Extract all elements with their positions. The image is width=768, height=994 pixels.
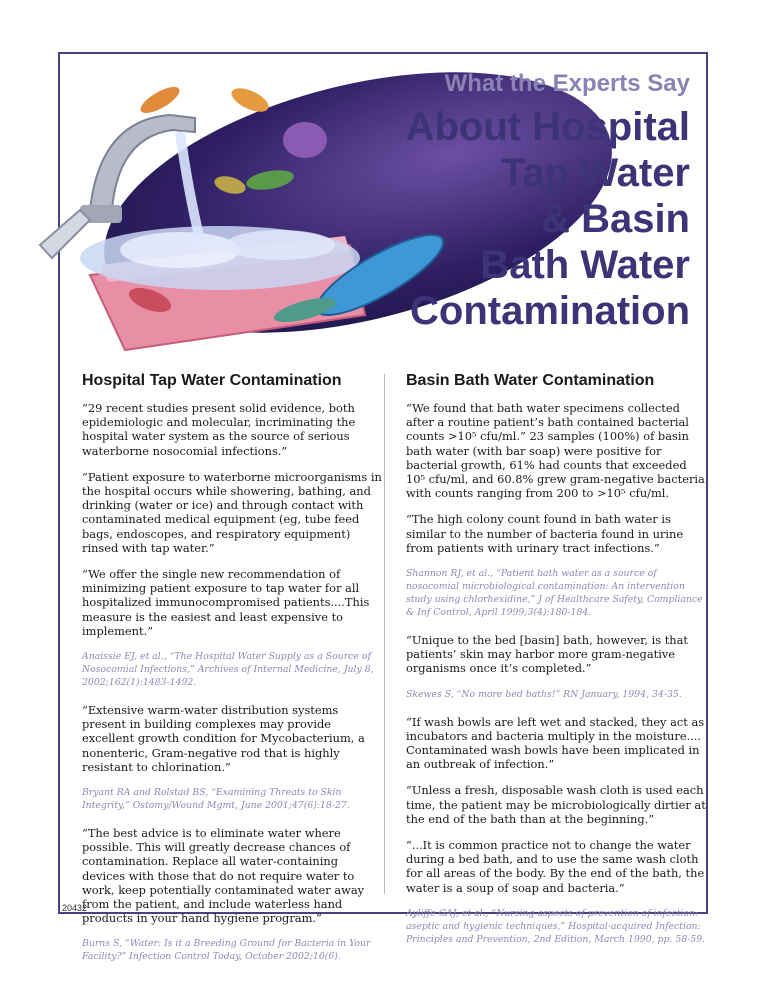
tap-water-quote: “Extensive warm-water distribution systems present in building complexes may provide excellent growth condition for Mycobacterium, a nonenteric, Gram-negative rod that is highly resistant to chlorination.” — [82, 703, 365, 774]
bath-water-quote: “We found that bath water specimens collected after a routine patient’s bath contained bacterial counts >10⁵ cfu/ml.” 23 samples (100%) of basin bath water (with bar soap) were positive for bacterial growth, 61% had counts that exceeded 10⁵ cfu/ml, and 60.8% grew gram-negative bacteria with counts ranging from 200 to >10⁵ cfu/ml. — [406, 401, 705, 501]
bath-water-heading: Basin Bath Water Contamination — [406, 372, 655, 389]
bath-water-quote: “Unique to the bed [basin] bath, however, is that patients’ skin may harbor more gram-negative organisms once it’s completed.” — [406, 633, 689, 676]
bath-water-column — [406, 372, 706, 960]
tap-water-citation: Anaissie EJ, et al., “The Hospital Water Supply as a Source of Nosocomial Infections,” Archives of Internal Medicine, July 8, 2002;162(1):1483-1492. — [82, 651, 374, 689]
title-line: & Basin — [541, 197, 690, 241]
header-kicker: What the Experts Say — [444, 70, 690, 97]
document-code: 20432 — [62, 903, 88, 913]
title-line: Tap Water — [501, 151, 690, 195]
bath-water-quote: “If wash bowls are left wet and stacked, they act as incubators and bacteria multiply in the moisture.... Contaminated wash bowls have been implicated in an outbreak of infection.” — [406, 714, 705, 772]
tap-water-citation: Bryant RA and Rolstad BS, “Examining Threats to Skin Integrity,” Ostomy/Wound Mgmt, June 2001;47(6):18-27. — [82, 787, 350, 812]
title-line: Bath Water — [480, 243, 690, 287]
tap-water-quote: “29 recent studies present solid evidence, both epidemiologic and molecular, incriminating the hospital water system as the source of serious waterborne nosocomial infections.” — [82, 401, 356, 458]
bath-water-citation: Skewes S, “No more bed baths!” RN January, 1994, 34-35. — [406, 688, 682, 700]
tap-water-quote: “We offer the single new recommendation of minimizing patient exposure to tap water for all hospitalized immunocompromised patients....This measure is the easiest and least expensive to implement.” — [82, 567, 370, 638]
page-title — [350, 104, 690, 334]
tap-water-citation: Burns S, “Water: Is it a Breeding Ground for Bacteria in Your Facility?” Infection Control Today, October 2002;10(6). — [82, 938, 371, 963]
tap-water-quote: “The best advice is to eliminate water where possible. This will greatly decrease chances of contamination. Replace all water-containing devices with those that do not require water to work, keep potentially contaminated water away from the patient, and include waterless hand products in your hand hygiene program.” — [82, 826, 365, 926]
title-line: Contamination — [410, 289, 690, 333]
tap-water-column — [82, 372, 382, 977]
bath-water-citation: Shannon RJ, et al., “Patient bath water as a source of nosocomial microbiological contamination: An intervention study using chlorhexidine,” J of Healthcare Safety, Compliance & Inf Control, April 1999;3(4):180-184. — [406, 568, 703, 619]
bath-water-quote: “...It is common practice not to change the water during a bed bath, and to use the same wash cloth for all areas of the body. By the end of the bath, the water is a soup of soap and bacteria.” — [406, 838, 705, 895]
bath-water-quote: “The high colony count found in bath water is similar to the number of bacteria found in urine from patients with urinary tract infections.” — [406, 512, 684, 555]
bath-water-quote: “Unless a fresh, disposable wash cloth is used each time, the patient may be microbiologically dirtier at the end of the bath than at the beginning.” — [406, 783, 706, 826]
tap-water-quote: “Patient exposure to waterborne microorganisms in the hospital occurs while showering, bathing, and drinking (water or ice) and through contact with contaminated medical equipment (eg, tube feed bags, endoscopes, and respiratory equipment) rinsed with tap water.” — [82, 469, 382, 555]
tap-water-heading: Hospital Tap Water Contamination — [82, 372, 342, 389]
bath-water-citation: Ayliffe GAJ, et al., “Nursing aspects of prevention of infection: aseptic and hygienic techniques,” Hospital-acquired Infection: Principles and Prevention, 2nd Edition, March 1990, pp. 58-59. — [406, 907, 706, 945]
title-line: About Hospital — [405, 105, 690, 149]
column-divider — [384, 374, 385, 894]
